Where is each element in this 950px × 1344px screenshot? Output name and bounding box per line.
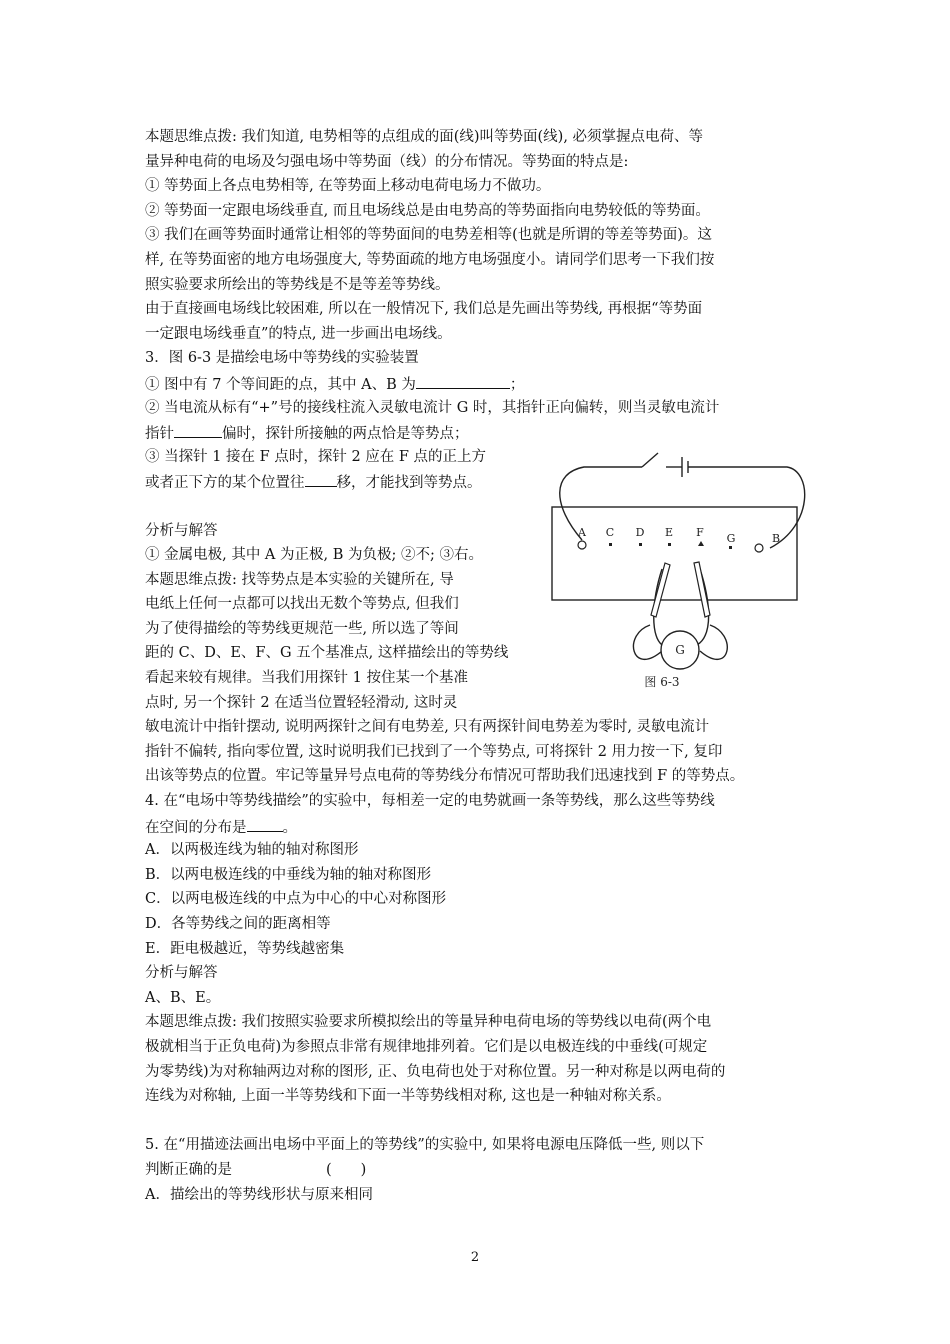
text-line: 量异种电荷的电场及匀强电场中等势面（线）的分布情况。等势面的特点是: — [145, 153, 629, 170]
text-line: 本题思维点拨: 我们知道, 电势相等的点组成的面(线)叫等势面(线), 必须掌握点电荷、等 — [145, 129, 704, 145]
question-4-title-cont — [145, 814, 815, 839]
text-line: 本题思维点拨: 找等势点是本实验的关键所在, 导 — [145, 571, 454, 588]
text-line: 点时, 另一个探针 2 在适当位置轻轻滑动, 这时灵 — [145, 694, 458, 711]
probe-1 — [651, 563, 670, 617]
section-heading: 分析与解答 — [145, 522, 218, 539]
point-f — [698, 541, 704, 546]
text-line: 距的 C、D、E、F、G 五个基准点, 这样描绘出的等势线 — [145, 645, 509, 662]
question-3-part-3: ③ 当探针 1 接在 F 点时，探针 2 应在 F 点的正上方 — [145, 448, 487, 465]
question-3-part-1 — [145, 371, 815, 396]
answer-blank — [247, 814, 283, 832]
option-c: C．以两电极连线的中点为中心的中心对称图形 — [145, 891, 447, 908]
answer-parentheses: ( ) — [326, 1161, 367, 1178]
text-segment: 移，才能找到等势点。 — [336, 475, 482, 492]
point-d — [639, 543, 642, 546]
option-d: D．各等势线之间的距离相等 — [145, 916, 331, 932]
option-e: E．距电极越近，等势线越密集 — [145, 940, 345, 957]
question-5-title: 5. 在“用描迹法画出电场中平面上的等势线”的实验中, 如果将电源电压降低一些, 则以下 — [145, 1137, 705, 1154]
text-line: 极就相当于正负电荷)为参照点非常有规律地排列着。它们是以电极连线的中垂线(可规定 — [145, 1038, 708, 1055]
text-line: 敏电流计中指针摆动, 说明两探针之间有电势差, 只有两探针间电势差为零时, 灵敏电流计 — [145, 719, 710, 736]
question-3-part-2: ② 当电流从标有“+”号的接线柱流入灵敏电流计 G 时，其指针正向偏转，则当灵敏电流计 — [145, 399, 720, 416]
electrode-b — [755, 544, 763, 552]
electrode-a — [578, 541, 586, 549]
figure-caption: 图 6-3 — [644, 675, 680, 689]
text-line: 照实验要求所绘出的等势线是不是等差等势线。 — [145, 276, 450, 293]
probe-2 — [694, 562, 710, 617]
text-line: 本题思维点拨: 我们按照实验要求所模拟绘出的等量异种电荷电场的等势线以电荷(两个电 — [145, 1014, 712, 1031]
label-a: A — [578, 526, 586, 539]
answer-line: ① 金属电极, 其中 A 为正极, B 为负极; ②不; ③右。 — [145, 547, 483, 564]
option-a: A．以两极连线为轴的轴对称图形 — [145, 842, 359, 859]
text-segment: ① 图中有 7 个等间距的点，其中 A、B 为 — [145, 376, 416, 393]
galvanometer-label: G — [675, 643, 685, 657]
text-segment: 指针 — [145, 426, 174, 443]
text-segment: 在空间的分布是 — [145, 819, 247, 836]
text-segment: 判断正确的是 — [145, 1161, 232, 1178]
answer-blank — [305, 469, 337, 487]
question-3-title: 3．图 6-3 是描绘电场中等势线的实验装置 — [145, 350, 419, 367]
question-5-title-cont — [145, 1158, 815, 1183]
point-c — [609, 543, 612, 546]
text-line: 样, 在等势面密的地方电场强度大, 等势面疏的地方电场强度小。请同学们思考一下我们按 — [145, 251, 715, 268]
text-line: 由于直接画电场线比较困难, 所以在一般情况下, 我们总是先画出等势线, 再根据“等势面 — [145, 301, 703, 318]
text-segment: 。 — [282, 819, 297, 836]
experiment-diagram — [532, 445, 817, 700]
section-heading: 分析与解答 — [145, 965, 218, 982]
label-c: C — [605, 526, 615, 539]
text-line: 连线为对称轴, 上面一半等势线和下面一半等势线相对称, 这也是一种轴对称关系。 — [145, 1088, 671, 1105]
text-segment: ； — [509, 376, 525, 393]
answer-line: A、B、E。 — [145, 989, 221, 1006]
option-b: B．以两电极连线的中垂线为轴的轴对称图形 — [145, 866, 432, 883]
text-line: 出该等势点的位置。牢记等量异号点电荷的等势线分布情况可帮助我们迅速找到 F 的等势点。 — [145, 768, 745, 785]
question-4-title: 4. 在“电场中等势线描绘”的实验中，每相差一定的电势就画一条等势线，那么这些等势线 — [145, 793, 715, 810]
point-g — [729, 546, 732, 549]
label-d: D — [635, 526, 645, 539]
label-b: B — [771, 532, 781, 545]
text-line: ① 等势面上各点电势相等, 在等势面上移动电荷电场力不做功。 — [145, 178, 551, 195]
text-segment: 或者正下方的某个位置往 — [145, 475, 305, 492]
text-line: 看起来较有规律。当我们用探针 1 按住某一个基准 — [145, 670, 468, 687]
text-line: 为了使得描绘的等势线更规范一些, 所以选了等间 — [145, 620, 459, 637]
point-e — [668, 543, 671, 546]
label-g: G — [726, 532, 736, 545]
text-line: ③ 我们在画等势面时通常让相邻的等势面间的电势差相等(也就是所谓的等差等势面)。这 — [145, 227, 712, 244]
text-line: 指针不偏转, 指向零位置, 这时说明我们已找到了一个等势点, 可将探针 2 用力按一下, 复印 — [145, 743, 723, 760]
text-line: 为零势线)为对称轴两边对称的图形, 正、负电荷也处于对称位置。另一种对称是以两电荷的 — [145, 1063, 726, 1080]
answer-blank — [416, 371, 510, 389]
text-line: ② 等势面一定跟电场线垂直, 而且电场线总是由电势高的等势面指向电势较低的等势面。 — [145, 202, 710, 219]
text-line: 电纸上任何一点都可以找出无数个等势点, 但我们 — [145, 596, 459, 613]
label-e: E — [664, 526, 674, 539]
text-segment: 偏时，探针所接触的两点恰是等势点； — [222, 426, 469, 443]
page-number: 2 — [470, 1250, 480, 1265]
text-line: 一定跟电场线垂直”的特点, 进一步画出电场线。 — [145, 325, 452, 342]
question-3-part-2-cont — [145, 420, 815, 445]
option-a: A．描绘出的等势线形状与原来相同 — [145, 1186, 373, 1203]
answer-blank — [174, 420, 222, 438]
label-f: F — [696, 526, 704, 539]
